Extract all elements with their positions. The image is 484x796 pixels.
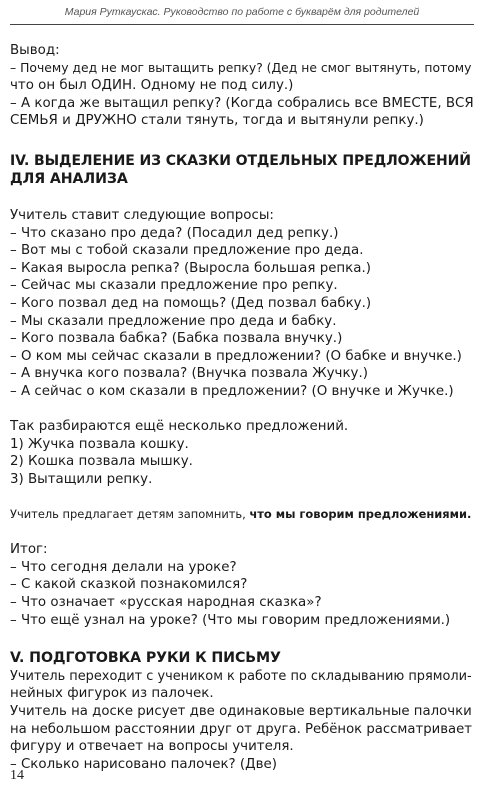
- conclusion-title: Вывод:: [10, 43, 60, 58]
- section-5-heading: V. ПОДГОТОВКА РУКИ К ПИСЬМУ: [10, 650, 281, 667]
- question-line: – Какая выросла репка? (Выросла большая репка.): [10, 260, 371, 276]
- summary-block: [10, 541, 474, 629]
- section-4: [10, 152, 474, 524]
- sentence-line: 2) Кошка позвала мышку.: [10, 454, 193, 470]
- section-5-line: на небольшом расстоянии друг от друга. Ребёнок рассматривает: [10, 721, 472, 737]
- sentence-line: 3) Вытащили репку.: [10, 471, 153, 487]
- conclusion-line: – А когда же вытащил репку? (Когда собрались все ВМЕСТЕ, ВСЯ: [10, 95, 474, 111]
- spacer: [10, 189, 474, 207]
- section-4-heading-line-2: ДЛЯ АНАЛИЗА: [10, 171, 128, 188]
- running-header: Мария Руткаускас. Руководство по работе с букварём для родителей: [64, 6, 420, 18]
- section-5: [10, 649, 474, 773]
- page-content: [10, 42, 474, 773]
- page-number: 14: [10, 768, 24, 783]
- question-line: – Кого позвала бабка? (Бабка позвала внучку.): [10, 331, 343, 347]
- summary-line: – Что означает «русская народная сказка»?: [10, 595, 322, 611]
- sentence-line: 1) Жучка позвала кошку.: [10, 436, 189, 452]
- question-line: – Что сказано про деда? (Посадил дед репку.): [10, 225, 339, 241]
- spacer: [10, 130, 474, 152]
- section-4-intro: Учитель ставит следующие вопросы:: [10, 207, 274, 223]
- question-line: – Вот мы с тобой сказали предложение про деда.: [10, 243, 364, 259]
- conclusion-line: что он был ОДИН. Одному не под силу.): [10, 78, 294, 94]
- conclusion-line: – Почему дед не мог вытащить репку? (Дед не смог вытянуть, потому: [10, 60, 472, 75]
- question-line: – Мы сказали предложение про деда и бабку.: [10, 313, 337, 329]
- question-line: – Кого позвал дед на помощь? (Дед позвал бабку.): [10, 295, 372, 311]
- section-5-line: фигуру и отвечает на вопросы учителя.: [10, 739, 294, 755]
- section-5-line: – Сколько нарисовано палочек? (Две): [10, 756, 277, 772]
- question-line: – Сейчас мы сказали предложение про репку.: [10, 278, 338, 294]
- question-line: – А сейчас о ком сказали в предложении? (О внучке и Жучке.): [10, 383, 454, 399]
- question-line: – О ком мы сейчас сказали в предложении? (О бабке и внучке.): [10, 348, 462, 364]
- spacer: [10, 524, 474, 542]
- spacer: [10, 401, 474, 419]
- conclusion-block: [10, 42, 474, 130]
- summary-title: Итог:: [10, 542, 48, 558]
- section-4-heading-line-1: IV. ВЫДЕЛЕНИЕ ИЗ СКАЗКИ ОТДЕЛЬНЫХ ПРЕДЛОЖЕНИЙ: [10, 152, 471, 169]
- section-5-line: Учитель переходит с учеником к работе по складыванию прямоли-: [10, 668, 472, 684]
- remember-emphasis: что мы говорим предложениями.: [249, 507, 472, 522]
- header-rule: [10, 24, 474, 25]
- summary-line: – Что сегодня делали на уроке?: [10, 559, 237, 575]
- question-line: – А внучка кого позвала? (Внучка позвала Жучку.): [10, 366, 368, 382]
- remember-line: [10, 506, 474, 524]
- spacer: [10, 488, 474, 506]
- conclusion-line: СЕМЬЯ и ДРУЖНО стали тянуть, тогда и вытянули репку.): [10, 113, 424, 129]
- section-5-line: нейных фигурок из палочек.: [10, 686, 214, 702]
- section-5-line: Учитель на доске рисует две одинаковые вертикальные палочки: [10, 703, 472, 719]
- more-sentences-intro: Так разбираются ещё несколько предложений.: [10, 419, 349, 435]
- spacer: [10, 629, 474, 649]
- summary-line: – Что ещё узнал на уроке? (Что мы говорим предложениями.): [10, 612, 451, 628]
- remember-prefix: Учитель предлагает детям запомнить,: [10, 507, 250, 522]
- summary-line: – С какой сказкой познакомился?: [10, 577, 248, 593]
